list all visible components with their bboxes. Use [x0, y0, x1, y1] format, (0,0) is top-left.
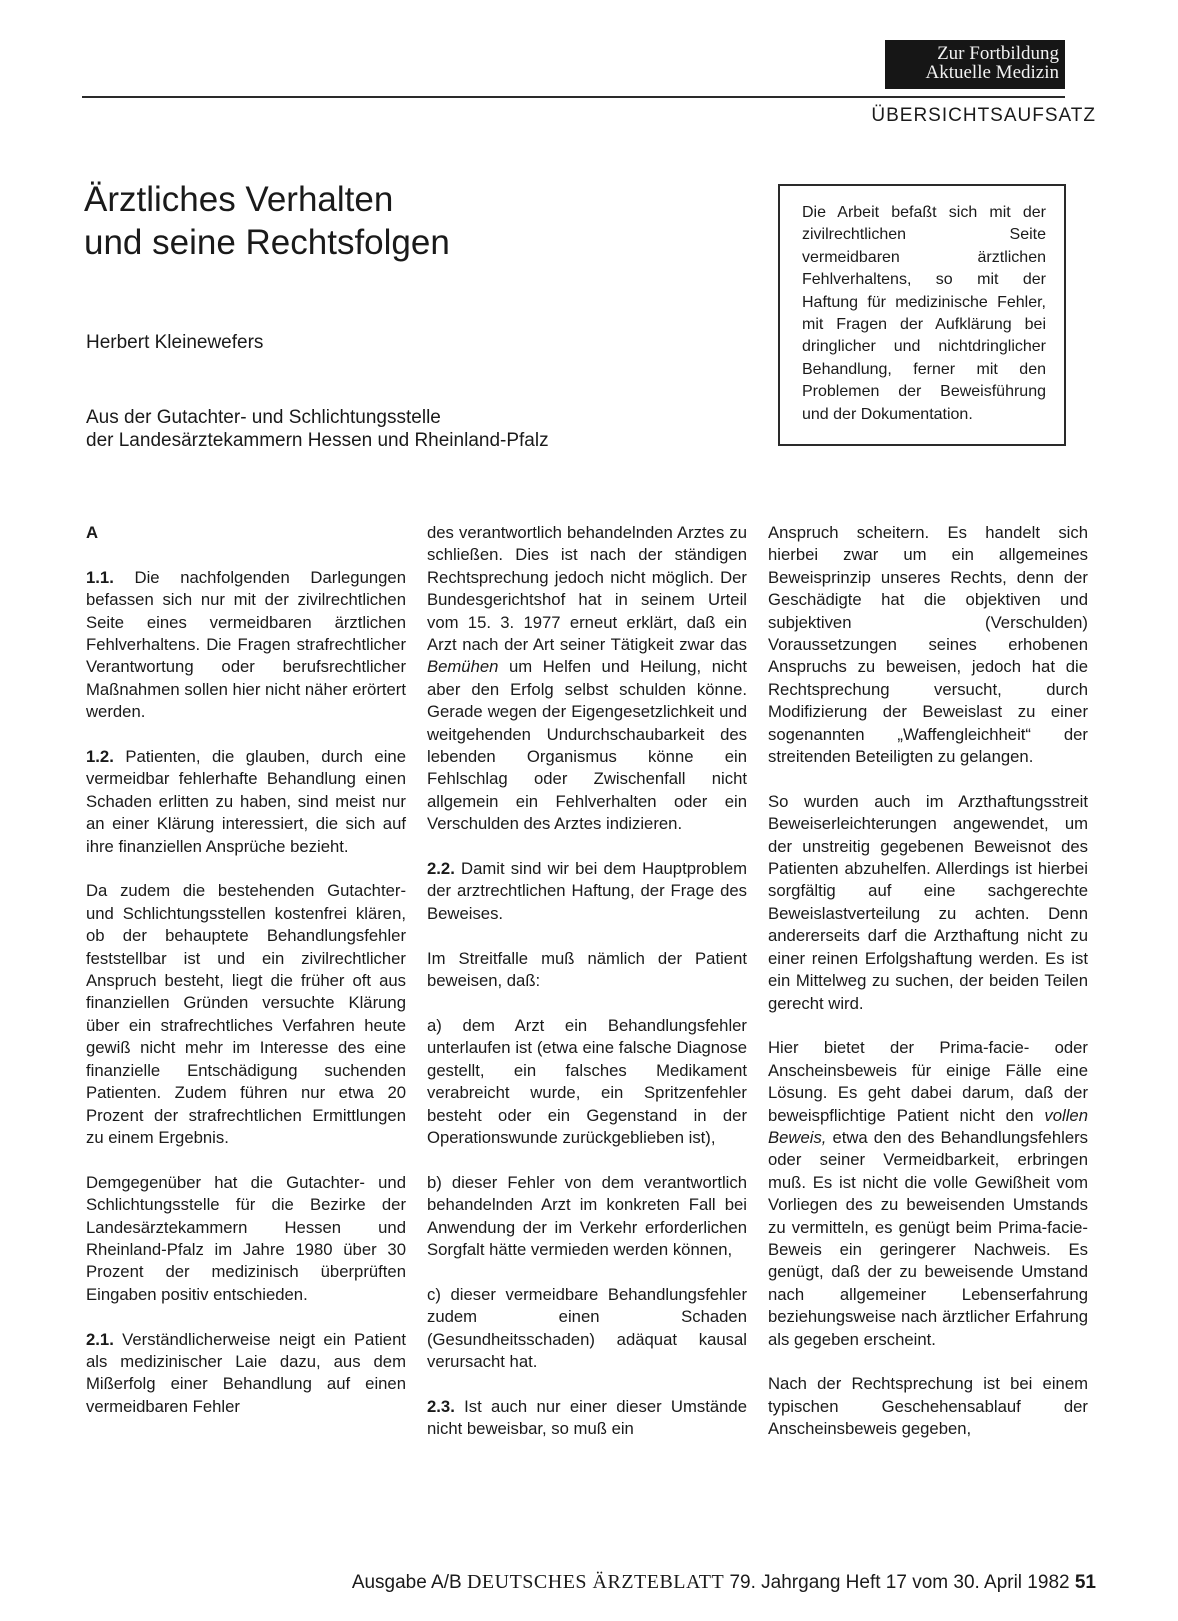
paragraph: Im Streitfalle muß nämlich der Patient beweisen, daß:: [427, 948, 747, 991]
affiliation: [86, 406, 549, 452]
paragraph: So wurden auch im Arzthaftungsstreit Beweiserleichterungen angewendet, um der unstreitig gegebenen Beweisnot des Patienten abzuhelfen. Allerdings ist hierbei sorgfältig auf eine sachgerechte Beweislastverteilung zu achten. Denn andererseits darf die Arzthaftung nicht zu einer reinen Erfolgshaftung werden. Es ist ein Mittelweg zu suchen, der beiden Teilen gerecht wird.: [768, 791, 1088, 1013]
section-label: ÜBERSICHTSAUFSATZ: [871, 105, 1096, 126]
paragraph-text: Die nachfolgenden Darlegungen befassen sich nur mit der zivilrechtlichen Seite eines vermeidbaren ärztlichen Fehlverhaltens. Die Fragen strafrechtlicher Verantwortung oder berufsrechtlicher Maßnahmen sollen hier nicht näher erörtert werden.: [86, 567, 407, 722]
paragraph: Nach der Rechtsprechung ist bei einem typischen Geschehensablauf der Anscheinsbeweis gegeben,: [768, 1374, 1088, 1439]
paragraph: [427, 858, 747, 925]
paragraph-number: 2.1.: [86, 1329, 114, 1349]
paragraph: [768, 1037, 1088, 1351]
page-number: 51: [1074, 1572, 1096, 1593]
paragraph-text: Hier bietet der Prima-facie- oder Anscheinsbeweis für einige Fälle eine Lösung. Es geht dabei darum, daß der beweispflichtige Patient nicht den: [768, 1038, 1088, 1125]
text-column-2: [427, 522, 747, 1441]
rubric-badge: [885, 40, 1065, 89]
paragraph-number: 1.2.: [86, 747, 114, 767]
emphasis-text: vollen Beweis,: [768, 1105, 1088, 1147]
list-item: b) dieser Fehler von dem verantwortlich behandelnden Arzt im konkreten Fall bei Anwendung der im Verkehr erforderlichen Sorgfalt hätte vermieden werden können,: [427, 1172, 747, 1259]
paragraph: [427, 522, 747, 836]
paragraph-text: etwa den des Behandlungsfehlers oder seiner Vermeidbarkeit, erbringen muß. Es ist nicht die volle Gewißheit vom Vorliegen des zu beweisenden Umstands zu vermitteln, es genügt beim Prima-facie-Beweis ein geringerer Nachweis. Es genügt, daß der zu beweisende Umstand nach allgemeiner Lebenserfahrung beziehungsweise nach ärztlicher Erfahrung als gegeben erscheint.: [768, 1127, 1088, 1349]
header-rule: [82, 96, 1065, 98]
paragraph: [86, 1329, 406, 1419]
paragraph-number: 1.1.: [86, 567, 114, 587]
paragraph: Anspruch scheitern. Es handelt sich hierbei zwar um ein allgemeines Beweisprinzip unseres Rechts, denn der Geschädigte hat die objektiven und subjektiven (Verschulden) Voraussetzungen seines erhobenen Anspruchs zu beweisen, jedoch hat die Rechtsprechung versucht, durch Modifizierung der Beweislast zu einer sogenannten „Waffengleichheit“ der streitenden Beteiligten zu gelangen.: [768, 523, 1088, 767]
paragraph-text: Verständlicherweise neigt ein Patient als medizinischer Laie dazu, aus dem Mißerfolg einer Behandlung auf einen vermeidbaren Fehler: [86, 1329, 406, 1416]
paragraph-text: Ist auch nur einer dieser Umstände nicht beweisbar, so muß ein: [427, 1396, 747, 1439]
paragraph: [427, 1396, 747, 1441]
paragraph: [86, 567, 406, 724]
abstract-text: Die Arbeit befaßt sich mit der zivilrechtlichen Seite vermeidbaren ärztlichen Fehlverhaltens, so mit der Haftung für medizinische Fehler, mit Fragen der Aufklärung bei dringlicher und nichtdringlicher Behandlung, ferner mit den Problemen der Beweisführung und der Dokumentation.: [802, 204, 1046, 423]
paragraph-number: 2.3.: [427, 1396, 455, 1416]
page-footer: [352, 1571, 1096, 1594]
rubric-line-1: Zur Fortbildung: [937, 43, 1059, 64]
paragraph: Da zudem die bestehenden Gutachter- und Schlichtungsstellen kostenfrei klären, ob der behauptete Behandlungsfehler feststellbar ist und ein zivilrechtlicher Anspruch besteht, liegt die früher oft aus finanziellen Gründen versuchte Klärung über ein strafrechtliches Verfahren heute gewiß nicht mehr im Interesse des eine finanzielle Entschädigung suchenden Patienten. Zudem führen nur etwa 20 Prozent der strafrechtlichen Ermittlungen zu einem Ergebnis.: [86, 881, 406, 1147]
abstract-box: [778, 184, 1066, 446]
title-line-2: und seine Rechtsfolgen: [84, 223, 450, 262]
list-item: a) dem Arzt ein Behandlungsfehler unterlaufen ist (etwa eine falsche Diagnose gestellt, ein falsches Medikament verabreicht wurde, ein Spritzenfehler besteht oder ein Gegenstand in der Operationswunde zurückgeblieben ist),: [427, 1015, 747, 1147]
paragraph-text: Damit sind wir bei dem Hauptproblem der arztrechtlichen Haftung, der Frage des Beweises.: [427, 859, 747, 923]
text-column-3: [768, 522, 1088, 1441]
author-name: Herbert Kleinewefers: [86, 332, 264, 353]
paragraph-number: 2.2.: [427, 859, 455, 879]
affiliation-line-1: Aus der Gutachter- und Schlichtungsstelle: [86, 407, 441, 428]
paragraph-text: um Helfen und Heilung, nicht aber den Erfolg selbst schulden könne. Gerade wegen der Eigengesetzlichkeit und weitgehenden Undurchschaubarkeit des lebenden Organismus könne ein Fehlschlag oder Zwischenfall nicht allgemein ein Fehlverhalten oder ein Verschulden des Arztes indizieren.: [427, 657, 747, 834]
paragraph: Demgegenüber hat die Gutachter- und Schlichtungsstelle für die Bezirke der Landesärztekammern Hessen und Rheinland-Pfalz im Jahre 1980 über 30 Prozent der medizinisch überprüften Eingaben positiv entschieden.: [86, 1172, 406, 1304]
affiliation-line-2: der Landesärztekammern Hessen und Rheinland-Pfalz: [86, 430, 549, 451]
journal-name: DEUTSCHES ÄRZTEBLATT: [466, 1571, 725, 1593]
text-column-1: [86, 522, 406, 1418]
title-line-1: Ärztliches Verhalten: [84, 180, 394, 219]
paragraph-text: des verantwortlich behandelnden Arztes zu schließen. Dies ist nach der ständigen Rechtsprechung jedoch nicht möglich. Der Bundesgerichtshof hat in seinem Urteil vom 15. 3. 1977 erneut erklärt, daß ein Arzt nach der Art seiner Tätigkeit zwar das: [427, 523, 747, 655]
article-title: [84, 178, 724, 264]
paragraph-text: Patienten, die glauben, durch eine vermeidbar fehlerhafte Behandlung einen Schaden erlitten zu haben, sind meist nur an einer Klärung interessiert, die sich auf ihre finanziellen Ansprüche bezieht.: [86, 747, 406, 856]
list-item: c) dieser vermeidbare Behandlungsfehler zudem einen Schaden (Gesundheitsschaden) adäquat kausal verursacht hat.: [427, 1284, 747, 1371]
paragraph: [86, 746, 406, 858]
issue-info: 79. Jahrgang Heft 17 vom 30. April 1982: [729, 1572, 1070, 1593]
rubric-line-2: Aktuelle Medizin: [925, 62, 1059, 83]
section-heading: A: [86, 523, 99, 542]
emphasis-text: Bemühen: [427, 657, 499, 677]
edition-label: Ausgabe A/B: [351, 1572, 462, 1593]
